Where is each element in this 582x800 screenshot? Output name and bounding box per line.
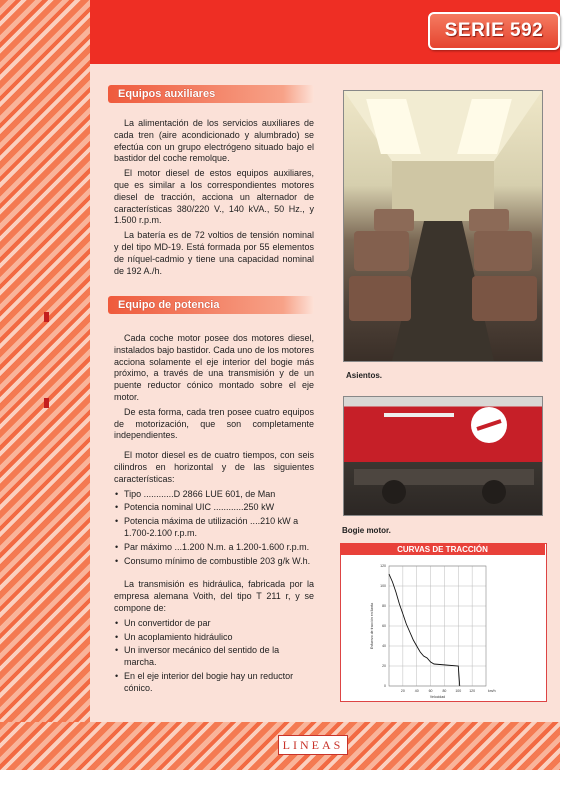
spec-item: • Potencia nominal UIC ............250 kW [114,502,314,514]
decorative-stripe-left [0,0,90,770]
bogie-frame [354,469,534,485]
series-badge: SERIE 592 [428,12,560,50]
paragraph: La transmisión es hidráulica, fabricada por la empresa alemana Voith, del tipo T 211 r, y se compone de: [114,579,314,613]
page-edge-mark [44,312,49,322]
seat [472,276,537,321]
x-unit-label: km/h [488,689,496,693]
seat [374,209,414,231]
paragraph: Cada coche motor posee dos motores diesel, instalados bajo bastidor. Cada uno de los motores acciona solamente el eje interior del bogie más próximo, a través de una transmisión y de un puente reductor cónico montado sobre el eje motor. [114,333,314,402]
magazine-logo: LINEAS [278,735,348,755]
seat [474,231,532,271]
section-title-aux: Equipos auxiliares [108,85,314,103]
seat [349,276,411,321]
wheel [382,480,406,504]
paragraph: El motor diesel es de cuatro tiempos, con seis cilindros en horizontal y de las siguientes características: [114,450,314,484]
spec-item: • Consumo mínimo de combustible 203 g/k W.h. [114,556,314,568]
page-edge-mark [44,398,49,408]
transmission-parts [114,618,314,695]
y-tick-label: 80 [382,604,386,609]
wheel [482,480,506,504]
part-item: • En el eje interior del bogie hay un reductor cónico. [114,671,314,695]
paragraph: La batería es de 72 voltios de tensión nominal y del tipo MD-19. Está formada por 55 elementos de níquel-cadmio y tiene una capacidad nominal de 192 A./h. [114,230,314,276]
traction-chart [341,544,546,701]
spec-item: • Potencia máxima de utilización ....210 kW a 1.700-2.100 r.p.m. [114,516,314,540]
power-text [114,333,314,697]
traction-chart-box [340,543,547,702]
y-tick-label: 120 [380,564,386,569]
part-item: • Un acoplamiento hidráulico [114,632,314,644]
part-item: • Un convertidor de par [114,618,314,630]
paragraph: La alimentación de los servicios auxiliares de cada tren (aire acondicionado y alumbrado) se efectúa con un grupo electrógeno situado bajo el bastidor del coche remolque. [114,118,314,164]
bogie-caption: Bogie motor. [342,526,391,535]
x-tick-label: 20 [400,689,405,693]
paragraph: El motor diesel de estos equipos auxiliares, que es similar a los correspondientes motores diesel de tracción, acciona un alternador de características 380/220 V., 140 kVA., 50 Hz., y 1.500 r.p.m. [114,168,314,226]
chart-title: CURVAS DE TRACCIÓN [340,543,545,555]
seat [469,209,509,231]
bogie-illustration [344,397,542,515]
part-item: • Un inversor mecánico del sentido de la marcha. [114,645,314,669]
interior-caption: Asientos. [346,371,383,380]
interior-photo [343,90,543,362]
spec-item: • Par máximo ...1.200 N.m. a 1.200-1.600 r.p.m. [114,542,314,554]
x-tick-label: 120 [469,689,476,693]
x-tick-label: 100 [455,689,462,693]
x-tick-label: 40 [414,689,419,693]
x-axis-label: Velocidad [429,695,446,699]
y-tick-label: 100 [380,584,386,589]
aux-text [114,118,314,280]
x-tick-label: 60 [428,689,433,693]
traction-curve [389,574,460,686]
bogie-photo [343,396,543,516]
y-axis-label: Esfuerzo de tracción en llanta [370,602,374,650]
x-tick-label: 80 [442,689,447,693]
section-title-power: Equipo de potencia [108,296,314,314]
engine-specs [114,489,314,568]
seat [354,231,409,271]
paragraph: De esta forma, cada tren posee cuatro equipos de motorización, que son completamente independientes. [114,406,314,441]
door-handle [384,413,454,417]
spec-item: • Tipo ............D 2866 LUE 601, de Man [114,489,314,501]
y-tick-label: 40 [382,644,386,649]
y-tick-label: 20 [382,664,386,669]
y-tick-label: 0 [384,684,386,689]
y-tick-label: 60 [382,624,386,629]
interior-illustration [344,91,542,361]
